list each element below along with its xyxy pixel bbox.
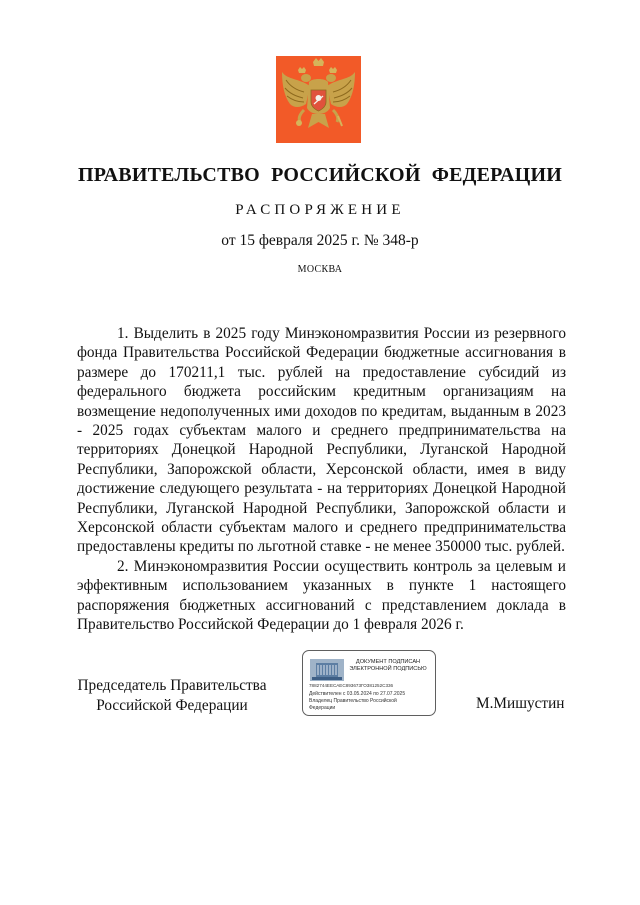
coat-of-arms-emblem (276, 56, 361, 143)
document-type: РАСПОРЯЖЕНИЕ (235, 202, 405, 218)
stamp-owner: Владелец Правительство Российской Федерации (309, 698, 397, 711)
signatory-name: М.Мишустин (476, 695, 565, 712)
signatory-position-line-2: Российской Федерации (96, 696, 248, 714)
document-city: МОСКВА (297, 264, 343, 275)
paragraph-2: 2. Минэкономразвития России осуществить контроль за целевым и эффективным использованием указанных в пункте 1 настоящего распоряжения бюджетных ассигнований с представлением доклада в Правительство Российской Федерации до 1 февраля 2026 г. (77, 557, 566, 634)
government-title: ПРАВИТЕЛЬСТВО РОССИЙСКОЙ ФЕДЕРАЦИИ (78, 164, 562, 186)
stamp-certificate: 7882744ЕЕСАЕС893673ГО381252С336 (309, 683, 394, 688)
stamp-title-line-1: ДОКУМЕНТ ПОДПИСАН (355, 659, 421, 665)
stamp-title-line-2: ЭЛЕКТРОННОЙ ПОДПИСЬЮ (349, 666, 427, 672)
stamp-title (345, 659, 431, 673)
signatory-position-line-1: Председатель Правительства (77, 677, 267, 694)
paragraph-1: 1. Выделить в 2025 году Минэкономразвития России из резервного фонда Правительства Российской Федерации бюджетные ассигнования в размере до 170211,1 тыс. рублей на предоставление субсидий из федерального бюджета российским кредитным организациям на возмещение недополученных ими доходов по кредитам, выданным в 2023 - 2025 годах субъектам малого и среднего предпринимательства на территориях Донецкой Народной Республики, Луганской Народной Республики, Запорожской области, Херсонской области, имея в виду достижение следующего результата - на территориях Донецкой Народной Республики, Луганской Народной Республики, Запорожской области и Херсонской области субъектам малого и среднего предпринимательства предоставлены кредиты по льготной ставке - не менее 350000 тыс. рублей. (77, 325, 566, 556)
government-building-icon (308, 657, 346, 683)
electronic-signature-stamp (302, 650, 436, 716)
stamp-validity: Действителен с 03.05.2024 по 27.07.2025 (309, 691, 406, 697)
document-date-number: от 15 февраля 2025 г. № 348-р (221, 232, 419, 249)
document-body (77, 324, 566, 635)
signatory-position (73, 676, 271, 715)
